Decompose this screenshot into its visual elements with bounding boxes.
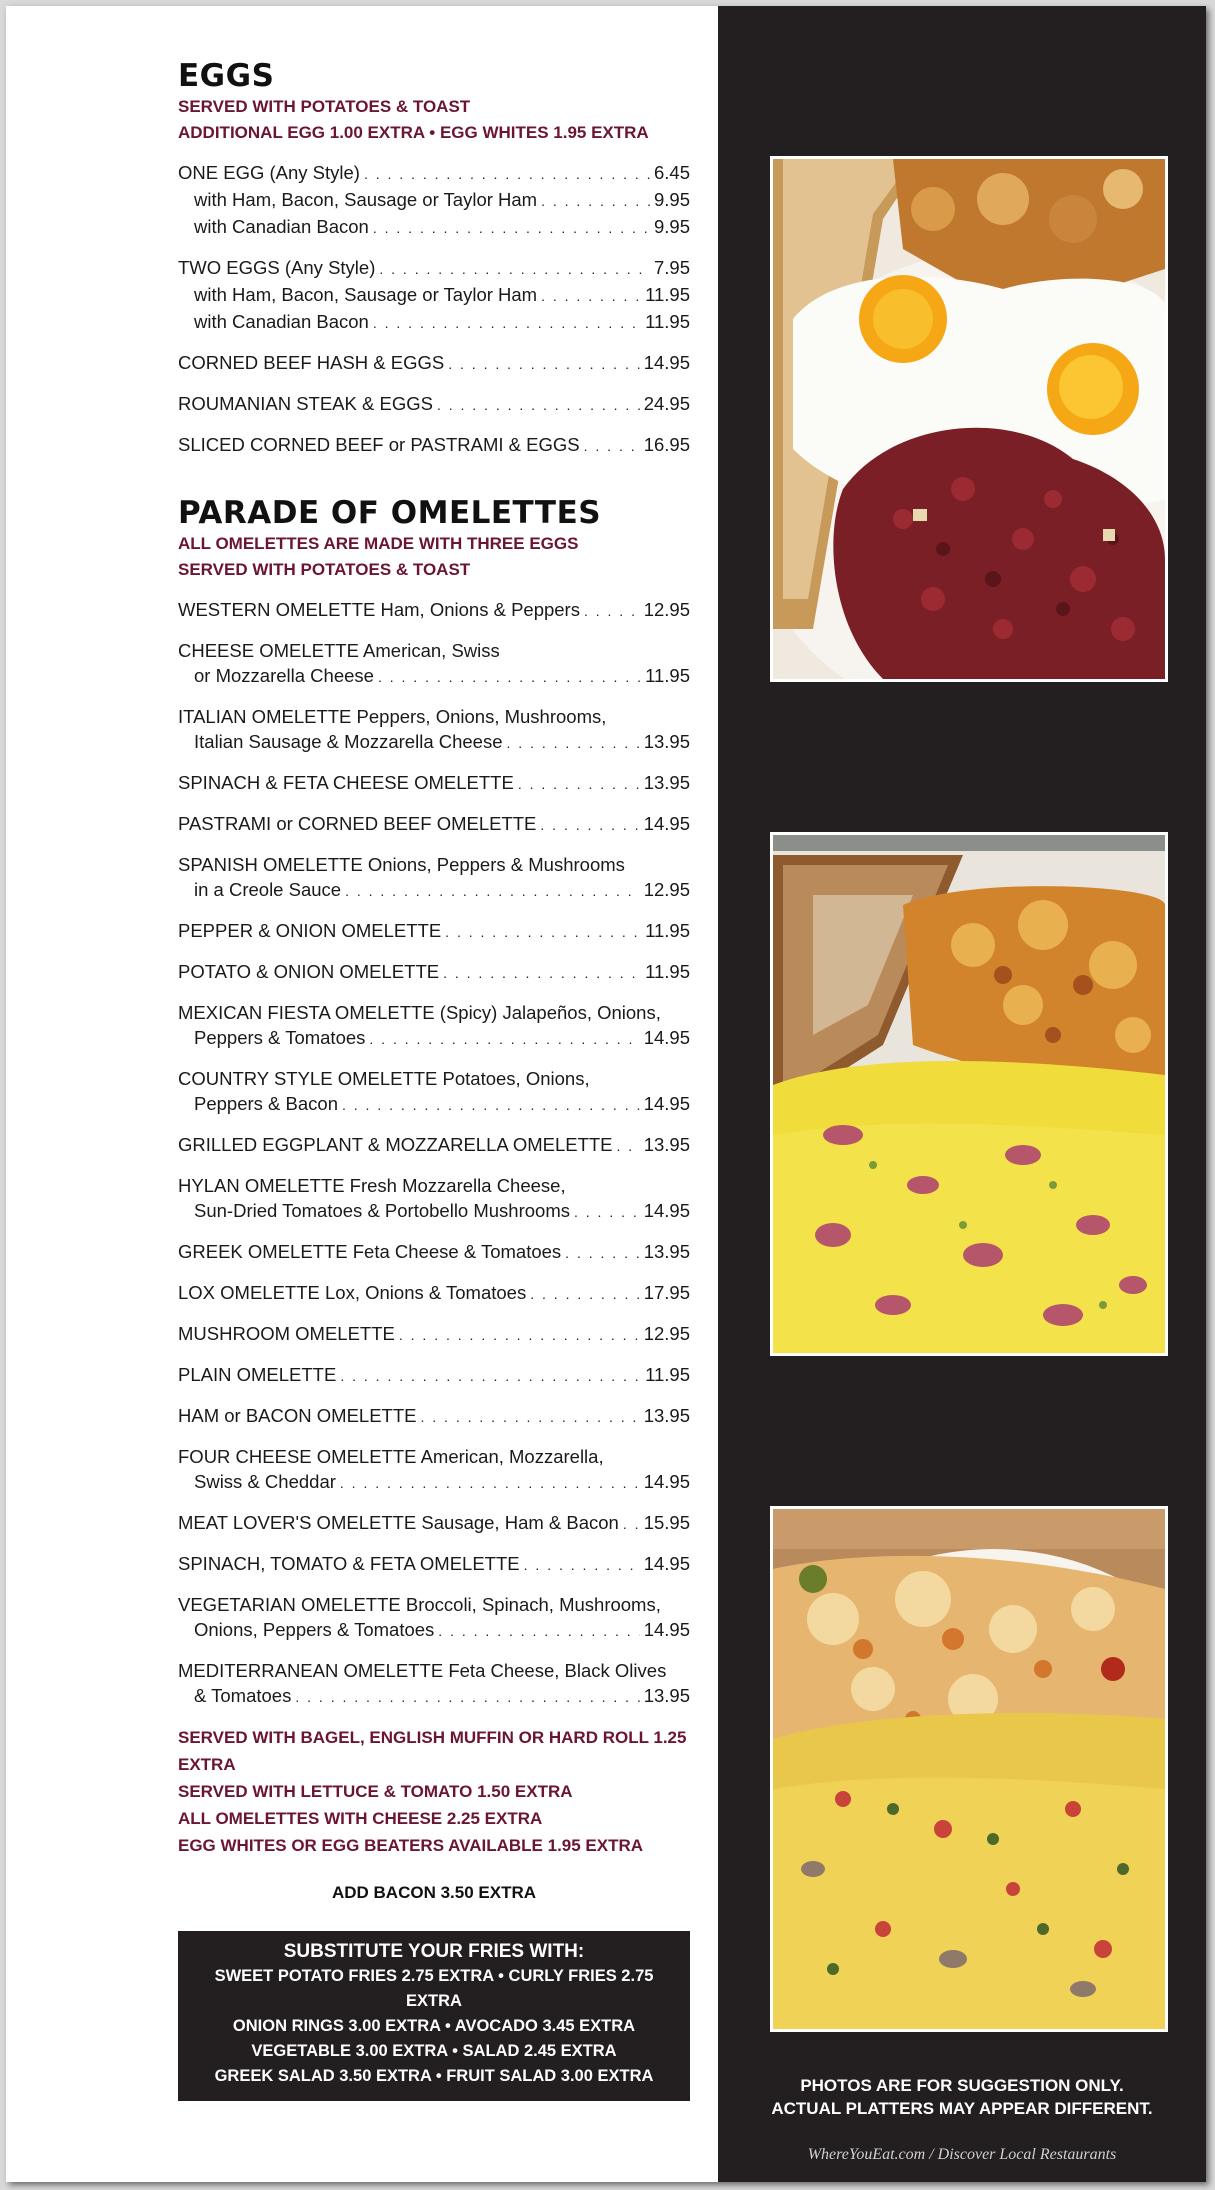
menu-item-name: with Canadian Bacon: [194, 216, 369, 237]
menu-item-price: 15.95: [643, 1512, 690, 1533]
menu-item-price: 11.95: [645, 1364, 690, 1385]
menu-item-line: [178, 391, 690, 418]
menu-item-line: [178, 959, 690, 986]
substitute-fries-box: [178, 1931, 690, 2101]
menu-item-name: VEGETARIAN OMELETTE Broccoli, Spinach, Mushrooms,: [178, 1594, 661, 1615]
menu-item-name: SPINACH, TOMATO & FETA OMELETTE: [178, 1553, 520, 1574]
menu-item-price: 12.95: [643, 1323, 690, 1344]
menu-item-line: [178, 160, 690, 187]
menu-item-price: 13.95: [643, 1685, 690, 1706]
menu-item-name: TWO EGGS (Any Style): [178, 257, 376, 278]
dot-leader: [345, 879, 640, 904]
menu-item-price: 9.95: [653, 216, 690, 237]
dot-leader: [369, 1027, 639, 1052]
menu-item-name: PEPPER & ONION OMELETTE: [178, 920, 442, 941]
dot-leader: [378, 665, 641, 690]
menu-item-price: 11.95: [645, 311, 690, 332]
menu-page: [6, 6, 1206, 2182]
menu-item-price: 9.95: [653, 189, 690, 210]
menu-item-line: [178, 282, 690, 309]
menu-item-line: [178, 918, 690, 945]
photo-disclaimer: [718, 2074, 1206, 2120]
menu-item-line: [178, 852, 690, 877]
menu-item-line: [178, 1239, 690, 1266]
menu-item-line: [178, 1362, 690, 1389]
menu-item-name: ONE EGG (Any Style): [178, 162, 360, 183]
dot-leader: [340, 1471, 640, 1496]
omelettes-item-list: [178, 597, 690, 1710]
disclaimer-line: ACTUAL PLATTERS MAY APPEAR DIFFERENT.: [771, 2099, 1153, 2118]
menu-item-price: 24.95: [643, 393, 690, 414]
menu-item: [178, 918, 690, 945]
menu-item-line: [178, 811, 690, 838]
dot-leader: [445, 920, 641, 945]
menu-item-price: 11.95: [645, 665, 690, 686]
substitute-heading: SUBSTITUTE YOUR FRIES WITH:: [283, 1941, 585, 1962]
menu-item-name: SPINACH & FETA CHEESE OMELETTE: [178, 772, 514, 793]
menu-item-line: [178, 255, 690, 282]
menu-item-line: [178, 1592, 690, 1617]
dot-leader: [295, 1685, 639, 1710]
menu-item-name: MEDITERRANEAN OMELETTE Feta Cheese, Black Olives: [178, 1660, 667, 1681]
dot-leader: [565, 1241, 640, 1266]
menu-item: [178, 1444, 690, 1496]
menu-item-name: CHEESE OMELETTE American, Swiss: [178, 640, 500, 661]
eggs-note: ADDITIONAL EGG 1.00 EXTRA • EGG WHITES 1.95 EXTRA: [178, 123, 649, 142]
menu-item-name: HYLAN OMELETTE Fresh Mozzarella Cheese,: [178, 1175, 566, 1196]
menu-item-name: in a Creole Sauce: [194, 879, 342, 900]
menu-item-price: 13.95: [643, 1241, 690, 1262]
menu-item: [178, 959, 690, 986]
menu-item: [178, 597, 690, 624]
menu-item-name: with Canadian Bacon: [194, 311, 369, 332]
menu-item-name: or Mozzarella Cheese: [194, 665, 374, 686]
site-watermark: WhereYouEat.com / Discover Local Restaurants: [807, 2146, 1117, 2163]
menu-item-name: PASTRAMI or CORNED BEEF OMELETTE: [178, 813, 537, 834]
menu-item: [178, 704, 690, 756]
dot-leader: [584, 434, 640, 459]
menu-item-name: LOX OMELETTE Lox, Onions & Tomatoes: [178, 1282, 527, 1303]
menu-item-line: [178, 1025, 690, 1052]
disclaimer-line: PHOTOS ARE FOR SUGGESTION ONLY.: [800, 2076, 1124, 2095]
menu-item: [178, 770, 690, 797]
menu-item: [178, 1362, 690, 1389]
menu-item-line: [178, 638, 690, 663]
dot-leader: [584, 599, 640, 624]
menu-item: [178, 1173, 690, 1225]
menu-item: [178, 391, 690, 418]
menu-item: [178, 811, 690, 838]
menu-item-name: HAM or BACON OMELETTE: [178, 1405, 417, 1426]
dot-leader: [340, 1364, 641, 1389]
dot-leader: [540, 813, 639, 838]
menu-item-name: Swiss & Cheddar: [194, 1471, 336, 1492]
dot-leader: [399, 1323, 640, 1348]
dot-leader: [617, 1134, 640, 1159]
menu-item-price: 14.95: [643, 1093, 690, 1114]
menu-item-price: 17.95: [643, 1282, 690, 1303]
menu-column: [178, 58, 690, 2101]
menu-item-name: MUSHROOM OMELETTE: [178, 1323, 395, 1344]
menu-item-price: 14.95: [643, 1471, 690, 1492]
menu-item-line: [178, 1551, 690, 1578]
menu-item-line: [178, 1617, 690, 1644]
menu-item-name: Onions, Peppers & Tomatoes: [194, 1619, 435, 1640]
menu-item-price: 14.95: [643, 1027, 690, 1048]
dot-leader: [364, 162, 650, 187]
add-bacon-note: ADD BACON 3.50 EXTRA: [331, 1883, 537, 1902]
menu-item-name: Peppers & Tomatoes: [194, 1027, 366, 1048]
menu-item-name: ITALIAN OMELETTE Peppers, Onions, Mushrooms,: [178, 706, 607, 727]
menu-item-line: [178, 1066, 690, 1091]
menu-item-line: [178, 1321, 690, 1348]
eggs-title: EGGS: [178, 58, 275, 94]
menu-item-name: with Ham, Bacon, Sausage or Taylor Ham: [194, 189, 538, 210]
menu-item-price: 13.95: [643, 772, 690, 793]
omelettes-note: ALL OMELETTES ARE MADE WITH THREE EGGS: [178, 534, 579, 553]
menu-item-name: ROUMANIAN STEAK & EGGS: [178, 393, 433, 414]
menu-item-price: 14.95: [643, 1553, 690, 1574]
dot-leader: [518, 772, 640, 797]
omelettes-title: PARADE OF OMELETTES: [178, 495, 602, 531]
menu-item-line: [178, 663, 690, 690]
menu-item-name: MEAT LOVER'S OMELETTE Sausage, Ham & Bacon: [178, 1512, 619, 1533]
menu-item: [178, 1592, 690, 1644]
menu-item-line: [178, 704, 690, 729]
menu-item: [178, 638, 690, 690]
menu-item: [178, 1321, 690, 1348]
menu-item: [178, 1000, 690, 1052]
menu-item-line: [178, 1173, 690, 1198]
menu-item-price: 6.45: [653, 162, 690, 183]
menu-item: [178, 1551, 690, 1578]
menu-item-name: with Ham, Bacon, Sausage or Taylor Ham: [194, 284, 538, 305]
menu-item-line: [178, 187, 690, 214]
substitute-line: SWEET POTATO FRIES 2.75 EXTRA • CURLY FRIES 2.75 EXTRA: [214, 1967, 654, 2010]
menu-item-name: FOUR CHEESE OMELETTE American, Mozzarella,: [178, 1446, 604, 1467]
menu-item: [178, 1403, 690, 1430]
menu-item-price: 14.95: [643, 1200, 690, 1221]
menu-item-price: 13.95: [643, 1134, 690, 1155]
extra-note: SERVED WITH BAGEL, ENGLISH MUFFIN OR HARD ROLL 1.25 EXTRA: [178, 1728, 687, 1774]
menu-item: [178, 1239, 690, 1266]
menu-item: [178, 255, 690, 336]
menu-item: [178, 160, 690, 241]
menu-item: [178, 1280, 690, 1307]
extra-note: EGG WHITES OR EGG BEATERS AVAILABLE 1.95 EXTRA: [178, 1836, 644, 1855]
menu-item-name: POTATO & ONION OMELETTE: [178, 961, 440, 982]
menu-item-line: [178, 770, 690, 797]
menu-item-line: [178, 1658, 690, 1683]
eggs-hash-photo: [770, 156, 1168, 682]
menu-item-line: [178, 597, 690, 624]
menu-item-line: [178, 350, 690, 377]
dot-leader: [373, 216, 650, 241]
menu-item-name: MEXICAN FIESTA OMELETTE (Spicy) Jalapeños, Onions,: [178, 1002, 661, 1023]
eggs-item-list: [178, 160, 690, 459]
menu-item-name: SLICED CORNED BEEF or PASTRAMI & EGGS: [178, 434, 580, 455]
menu-item-name: COUNTRY STYLE OMELETTE Potatoes, Onions,: [178, 1068, 590, 1089]
menu-item-price: 13.95: [643, 1405, 690, 1426]
dot-leader: [541, 284, 641, 309]
omelettes-note: SERVED WITH POTATOES & TOAST: [178, 560, 471, 579]
menu-item-line: [178, 214, 690, 241]
extras-list: [178, 1724, 690, 1859]
substitute-line: VEGETABLE 3.00 EXTRA • SALAD 2.45 EXTRA: [251, 2042, 617, 2060]
dot-leader: [623, 1512, 640, 1537]
dot-leader: [507, 731, 640, 756]
menu-item-name: Italian Sausage & Mozzarella Cheese: [194, 731, 503, 752]
omelette-toast-photo: [770, 832, 1168, 1356]
menu-item-line: [178, 877, 690, 904]
menu-item-price: 11.95: [645, 284, 690, 305]
menu-item-line: [178, 1510, 690, 1537]
menu-item-line: [178, 1000, 690, 1025]
menu-item-name: Peppers & Bacon: [194, 1093, 338, 1114]
menu-item-line: [178, 729, 690, 756]
menu-item-line: [178, 309, 690, 336]
dot-leader: [342, 1093, 640, 1118]
dot-leader: [438, 1619, 639, 1644]
menu-item-price: 13.95: [643, 731, 690, 752]
menu-item-line: [178, 1280, 690, 1307]
menu-item-line: [178, 1444, 690, 1469]
menu-item-price: 12.95: [643, 879, 690, 900]
dot-leader: [574, 1200, 640, 1225]
menu-item-line: [178, 1132, 690, 1159]
veggie-omelette-photo: [770, 1506, 1168, 2032]
menu-item: [178, 1066, 690, 1118]
dot-leader: [373, 311, 641, 336]
menu-item-line: [178, 1091, 690, 1118]
menu-item-name: WESTERN OMELETTE Ham, Onions & Peppers: [178, 599, 580, 620]
eggs-note: SERVED WITH POTATOES & TOAST: [178, 97, 471, 116]
menu-item: [178, 350, 690, 377]
menu-item-price: 14.95: [643, 813, 690, 834]
menu-item: [178, 852, 690, 904]
dot-leader: [437, 393, 640, 418]
dot-leader: [524, 1553, 640, 1578]
menu-item-name: Sun-Dried Tomatoes & Portobello Mushrooms: [194, 1200, 570, 1221]
menu-item-name: GREEK OMELETTE Feta Cheese & Tomatoes: [178, 1241, 562, 1262]
menu-item-price: 11.95: [645, 961, 690, 982]
menu-item-name: PLAIN OMELETTE: [178, 1364, 337, 1385]
extra-note: SERVED WITH LETTUCE & TOMATO 1.50 EXTRA: [178, 1782, 573, 1801]
menu-item-line: [178, 1198, 690, 1225]
menu-item-line: [178, 1469, 690, 1496]
menu-item-price: 14.95: [643, 1619, 690, 1640]
menu-item: [178, 1132, 690, 1159]
menu-item-name: & Tomatoes: [194, 1685, 292, 1706]
menu-item-name: CORNED BEEF HASH & EGGS: [178, 352, 445, 373]
menu-item: [178, 432, 690, 459]
dot-leader: [379, 257, 650, 282]
extra-note: ALL OMELETTES WITH CHEESE 2.25 EXTRA: [178, 1809, 543, 1828]
substitute-line: ONION RINGS 3.00 EXTRA • AVOCADO 3.45 EXTRA: [232, 2017, 636, 2035]
menu-item: [178, 1658, 690, 1710]
dot-leader: [448, 352, 639, 377]
menu-item-line: [178, 1403, 690, 1430]
menu-item-line: [178, 1683, 690, 1710]
menu-item-price: 12.95: [643, 599, 690, 620]
menu-item-name: SPANISH OMELETTE Onions, Peppers & Mushrooms: [178, 854, 625, 875]
dot-leader: [420, 1405, 639, 1430]
dot-leader: [530, 1282, 639, 1307]
dot-leader: [443, 961, 641, 986]
menu-item-line: [178, 432, 690, 459]
menu-item-price: 11.95: [645, 920, 690, 941]
substitute-line: GREEK SALAD 3.50 EXTRA • FRUIT SALAD 3.00 EXTRA: [214, 2067, 654, 2085]
menu-item: [178, 1510, 690, 1537]
menu-item-price: 16.95: [643, 434, 690, 455]
menu-item-name: GRILLED EGGPLANT & MOZZARELLA OMELETTE: [178, 1134, 613, 1155]
menu-item-price: 7.95: [653, 257, 690, 278]
menu-item-price: 14.95: [643, 352, 690, 373]
dot-leader: [541, 189, 650, 214]
